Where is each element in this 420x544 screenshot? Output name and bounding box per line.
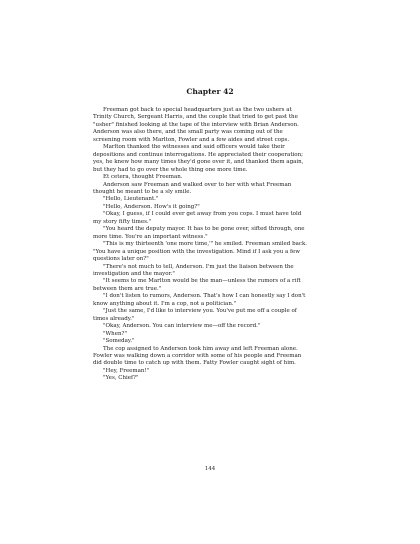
paragraph bbox=[93, 323, 335, 330]
text-line: did double time to catch up with them. Fatty Fowler caught sight of him. bbox=[93, 360, 296, 367]
paragraph bbox=[93, 211, 335, 226]
page-number: 144 bbox=[204, 466, 216, 472]
text-line: depositions and continue interrogations. He appreciated their cooperation; bbox=[93, 151, 304, 158]
text-line: Freeman got back to special headquarters just as the two ushers at bbox=[103, 107, 292, 113]
paragraph bbox=[93, 107, 335, 144]
text-line: "When?" bbox=[103, 330, 128, 337]
text-line: "You heard the deputy mayor. It has to be gone over, sifted through, one bbox=[103, 226, 305, 233]
text-line: times already." bbox=[93, 315, 135, 322]
text-line: investigation and the mayor." bbox=[93, 270, 175, 277]
text-line: screening room with Marlton, Fowler and a few aides and street cops. bbox=[93, 136, 290, 143]
text-line: but they had to go over the whole thing one more time. bbox=[93, 166, 248, 173]
paragraph bbox=[93, 293, 335, 308]
text-line: "This is my thirteenth 'one more time,'" he smiled. Freeman smiled back. bbox=[103, 241, 308, 248]
text-line: Trinity Church, Sergeant Harris, and the couple that tried to get past the bbox=[93, 114, 298, 121]
text-line: "Hello, Lieutenant." bbox=[103, 196, 159, 203]
text-line: "Okay, I guess, if I could ever get away from you cops. I must have told bbox=[103, 211, 302, 218]
text-line: "Hello, Anderson. How's it going?" bbox=[103, 203, 200, 210]
text-line: "Yes, Chief?" bbox=[103, 375, 139, 382]
text-line: Anderson was also there, and the small party was coming out of the bbox=[93, 129, 283, 136]
paragraph bbox=[93, 331, 335, 338]
text-line: my story fifty times." bbox=[93, 218, 152, 225]
paragraph bbox=[93, 241, 335, 263]
paragraph bbox=[93, 196, 335, 203]
paragraph bbox=[93, 278, 335, 293]
paragraph bbox=[93, 375, 335, 382]
text-line: "usher" finished looking at the tape of the interview with Brian Anderson. bbox=[93, 121, 299, 128]
text-line: "It seems to me Marlton would be the man—unless the rumors of a rift bbox=[103, 278, 301, 285]
paragraph bbox=[93, 204, 335, 211]
paragraph bbox=[93, 368, 335, 375]
text-line: "I don't listen to rumors, Anderson. That's how I can honestly say I don't bbox=[103, 293, 306, 300]
text-line: questions later on?" bbox=[93, 256, 149, 263]
paragraph bbox=[93, 346, 335, 368]
paragraph bbox=[93, 226, 335, 241]
text-line: Marlton thanked the witnesses and said officers would take their bbox=[103, 144, 285, 151]
text-line: Anderson saw Freeman and walked over to her with what Freeman bbox=[103, 181, 292, 188]
text-line: "Just the same, I'd like to interview you. You've put me off a couple of bbox=[103, 308, 297, 315]
text-line: "You have a unique position with the investigation. Mind if I ask you a few bbox=[93, 248, 301, 255]
text-line: Et cetera, thought Freeman. bbox=[103, 174, 183, 181]
text-line: "There's not much to tell, Anderson. I'm just the liaison between the bbox=[103, 263, 294, 270]
text-line: "Okay, Anderson. You can interview me—off the record." bbox=[103, 323, 261, 330]
paragraph bbox=[93, 182, 335, 197]
text-line: "Hey, Freeman!" bbox=[103, 367, 150, 374]
text-line: more time. You're an important witness." bbox=[93, 233, 208, 240]
paragraph bbox=[93, 264, 335, 279]
text-line: Fowler was walking down a corridor with some of his people and Freeman bbox=[93, 352, 302, 359]
paragraph bbox=[93, 338, 335, 345]
text-line: thought he meant to be a sly smile. bbox=[93, 188, 192, 195]
text-line: "Someday." bbox=[103, 338, 135, 345]
paragraph bbox=[93, 144, 335, 174]
paragraph bbox=[93, 174, 335, 181]
paragraph bbox=[93, 308, 335, 323]
text-line: know anything about it. I'm a cop, not a politician." bbox=[93, 300, 237, 307]
text-line: between them are true." bbox=[93, 285, 162, 292]
text-line: The cop assigned to Anderson took him away and left Freeman alone. bbox=[103, 345, 298, 352]
text-line: yes, he knew how many times they'd gone over it, and thanked them again, bbox=[93, 159, 304, 166]
chapter-body bbox=[93, 107, 335, 383]
chapter-title: Chapter 42 bbox=[186, 87, 234, 96]
